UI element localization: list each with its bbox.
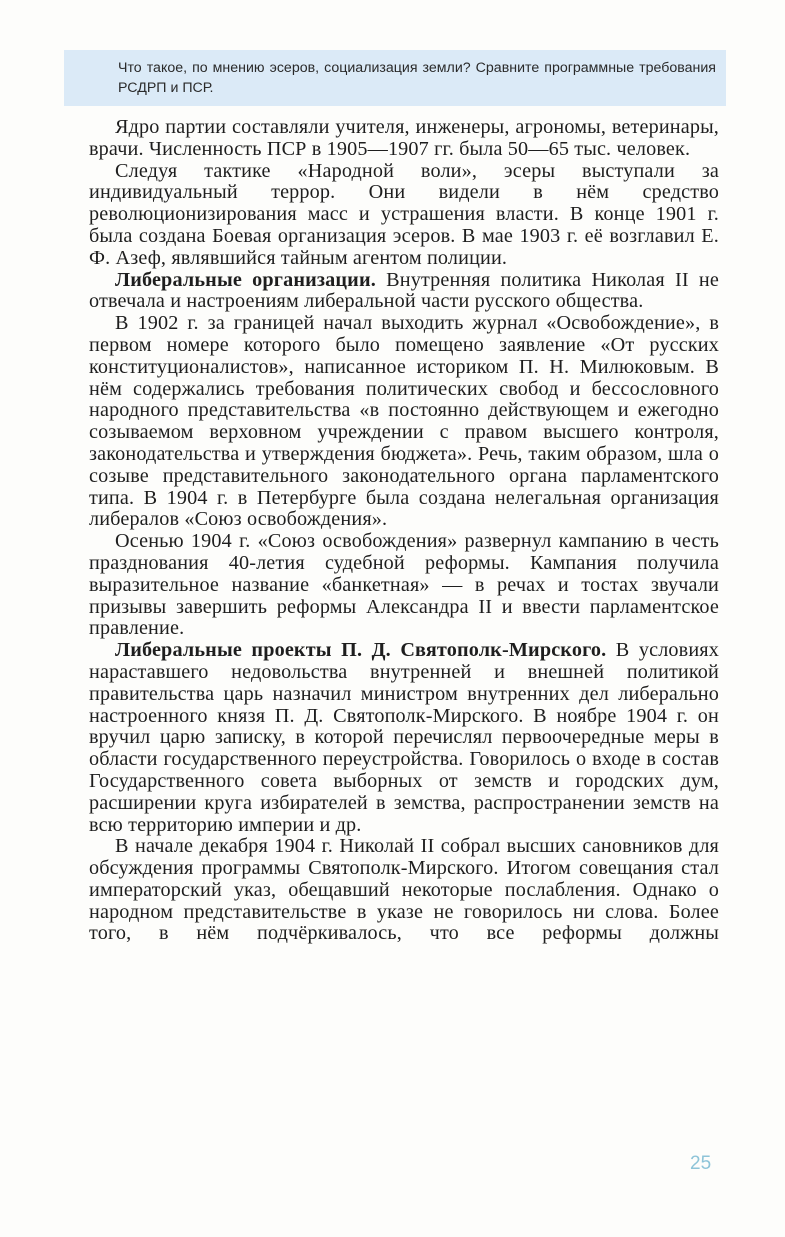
paragraph-text: Внутренняя политика Николая II не отвечала и настроениям либеральной части русского общества.: [89, 268, 719, 313]
page-number: 25: [690, 1153, 712, 1174]
paragraph-december-1904: [89, 836, 719, 945]
question-text: Что такое, по мнению эсеров, социализация земли? Сравните программные требования РСДРП и ПСР.: [118, 60, 716, 96]
paragraph-text: Осенью 1904 г. «Союз освобождения» развернул кампанию в честь празднования 40-летия судебной реформы. Кампания получила выразительное название «банкетная» — в речах и тостах звучали призывы завершить реформы Александра II и ввести парламентское правление.: [89, 530, 719, 640]
paragraph-svyatopolk-mirsky-projects: [89, 640, 719, 836]
paragraph-text: Следуя тактике «Народной воли», эсеры выступали за индивидуальный террор. Они видели в нём средство революционизирования масс и устрашения власти. В конце 1901 г. была создана Боевая организация эсеров. В мае 1903 г. её возглавил Е. Ф. Азеф, являвшийся тайным агентом полиции.: [89, 159, 719, 269]
section-heading: Либеральные проекты П. Д. Святополк-Мирского.: [115, 639, 607, 662]
paragraph-text: Ядро партии составляли учителя, инженеры, агрономы, ветеринары, врачи. Численность ПСР в 1905—1907 гг. была 50—65 тыс. человек.: [89, 116, 719, 160]
paragraph-terror-tactics: [89, 161, 719, 270]
section-heading: Либеральные организации.: [115, 268, 376, 291]
paragraph-party-core: [89, 117, 719, 161]
paragraph-osvobozhdenie-journal: [89, 313, 719, 531]
question-box: [64, 50, 726, 106]
paragraph-text: В начале декабря 1904 г. Николай II собрал высших сановников для обсуждения программы Святополк-Мирского. Итогом совещания стал императорский указ, обещавший некоторые послабления. Однако о народном представительстве в указе не говорилось ни слова. Более того, в нём подчёркивалось, что все реформы должны: [89, 835, 719, 945]
main-text: [89, 117, 719, 945]
paragraph-text: В 1902 г. за границей начал выходить журнал «Освобождение», в первом номере которого было помещено заявление «От русских конституционалистов», написанное историком П. Н. Милюковым. В нём содержались требования политических свобод и бессословного народного представительства «в постоянно действующем и ежегодно созываемом верховном учреждении с правом высшего контроля, законодательства и утверждения бюджета». Речь, таким образом, шла о созыве представительного законодательного органа парламентского типа. В 1904 г. в Петербурге была создана нелегальная организация либералов «Союз освобождения».: [89, 312, 719, 531]
paragraph-liberal-organizations: [89, 270, 719, 314]
paragraph-banquet-campaign: [89, 531, 719, 640]
paragraph-text: В условиях нараставшего недовольства внутренней и внешней политикой правительства царь назначил министром внутренних дел либерально настроенного князя П. Д. Святополк-Мирского. В ноябре 1904 г. он вручил царю записку, в которой перечислял первоочередные меры в области государственного переустройства. Говорилось о входе в состав Государственного совета выборных от земств и городских дум, расширении круга избирателей в земства, распространении земств на всю территорию империи и др.: [89, 639, 719, 836]
